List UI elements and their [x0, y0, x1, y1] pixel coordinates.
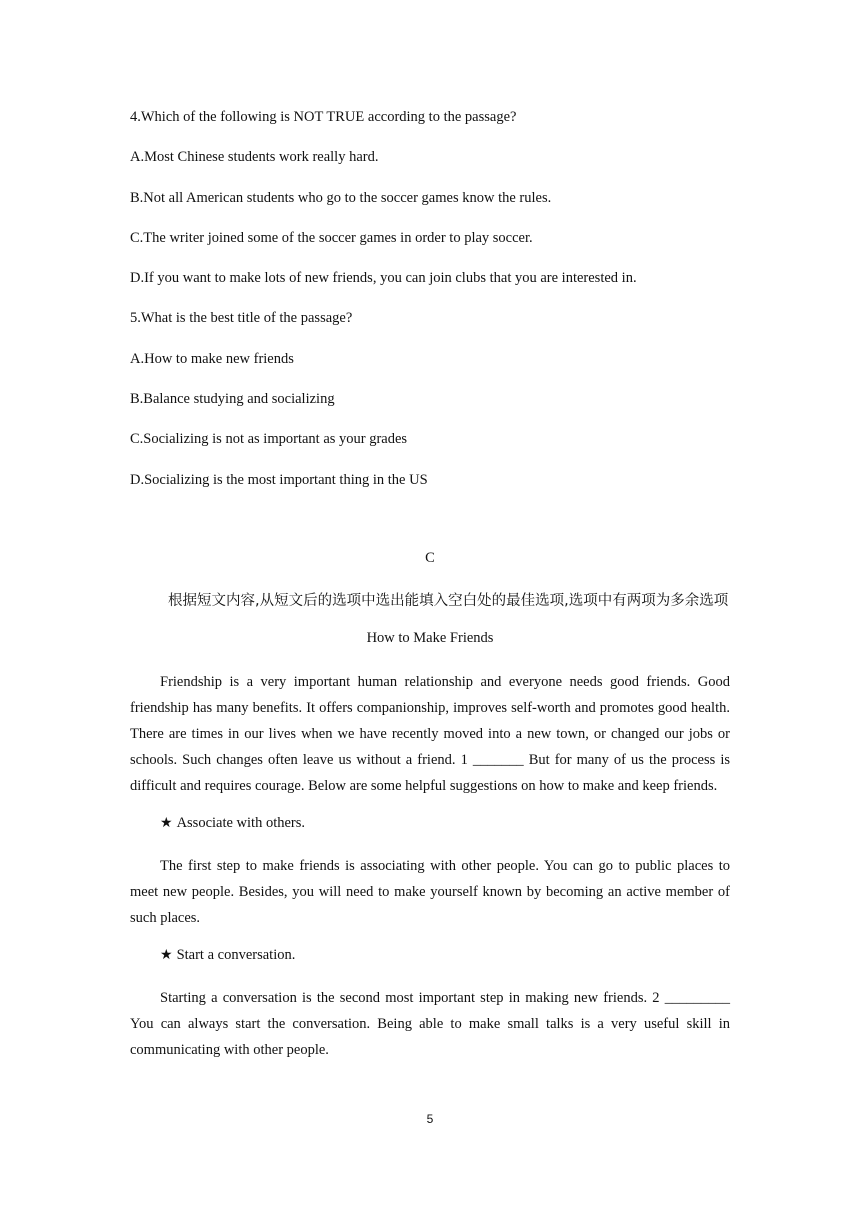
section-spacer [130, 510, 730, 548]
passage-heading-conversation [160, 945, 730, 965]
question-5-option-d: D.Socializing is the most important thing in the US [130, 471, 428, 488]
section-c-instruction: 根据短文内容,从短文后的选项中选出能填入空白处的最佳选项,选项中有两项为多余选项 [168, 593, 729, 610]
heading-text: Associate with others. [176, 814, 306, 831]
star-icon: ★ [160, 814, 173, 831]
star-icon: ★ [160, 946, 173, 963]
section-c-label: C [425, 549, 435, 566]
question-5-stem: 5.What is the best title of the passage? [130, 310, 353, 327]
question-4-option-b: B.Not all American students who go to the soccer games know the rules. [130, 189, 552, 206]
passage-heading-associate [160, 813, 730, 833]
question-4-option-c: C.The writer joined some of the soccer games in order to play soccer. [130, 229, 533, 246]
question-5-option-b: B.Balance studying and socializing [130, 391, 335, 408]
heading-text: Start a conversation. [176, 946, 296, 963]
passage-paragraph-2: The first step to make friends is associating with other people. You can go to public places to meet new people. Besides, you will need to make yourself known by becoming an active member of such places. [130, 857, 730, 926]
question-5-option-c: C.Socializing is not as important as your grades [130, 431, 408, 448]
passage-title: How to Make Friends [366, 630, 494, 647]
passage-paragraph-3: Starting a conversation is the second most important step in making new friends. 2 _________ You can always start the conversation. Being able to make small talks is a very useful skill in communicating with other people. [130, 989, 730, 1058]
question-4-option-d: D.If you want to make lots of new friends, you can join clubs that you are interested in. [130, 270, 637, 287]
question-4-option-a: A.Most Chinese students work really hard. [130, 149, 379, 166]
page-number: 5 [426, 1112, 434, 1126]
page-content [130, 107, 730, 1077]
passage-paragraph-1: Friendship is a very important human relationship and everyone needs good friends. Good friendship has many benefits. It offers companionship, improves self-worth and promotes good health. There are times in our lives when we have recently moved into a new town, or changed our jobs or schools. Such changes often leave us without a friend. 1 _______ But for many of us the process is difficult and requires courage. Below are some helpful suggestions on how to make and keep friends. [130, 673, 730, 794]
question-4-stem: 4.Which of the following is NOT TRUE according to the passage? [130, 109, 517, 125]
question-5-option-a: A.How to make new friends [130, 350, 294, 367]
